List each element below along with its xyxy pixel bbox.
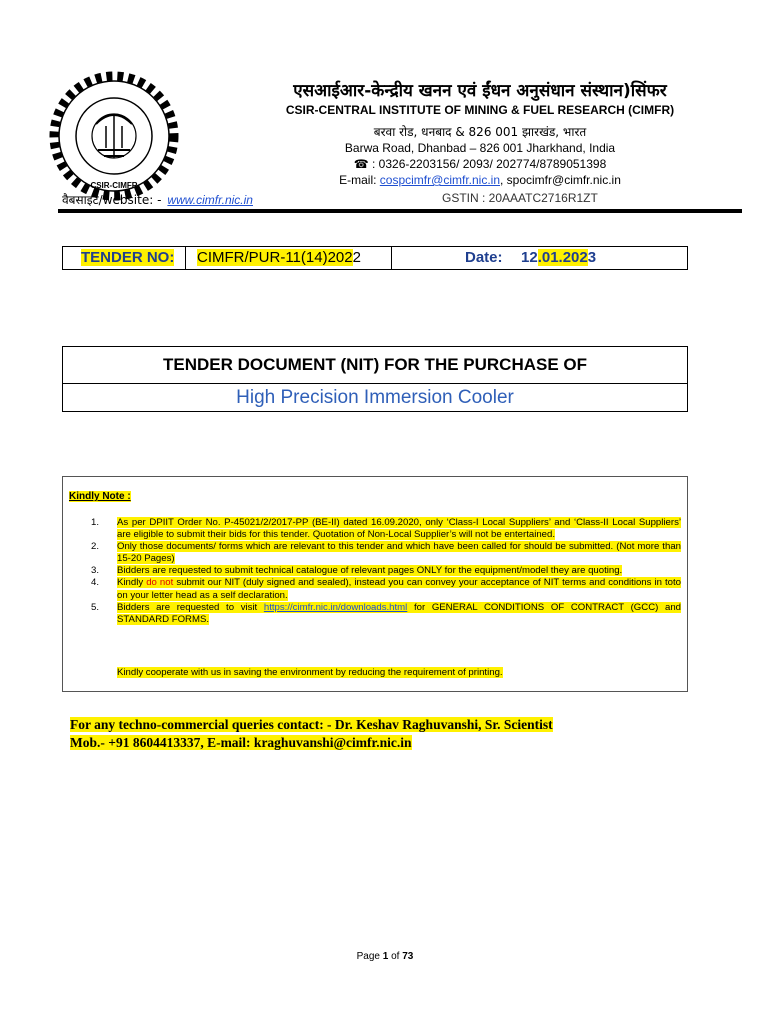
note-item: 3. Bidders are requested to submit technical catalogue of relevant pages ONLY for the equipment/model they are quoting. xyxy=(91,565,623,577)
tender-number-box xyxy=(62,246,688,270)
tender-number xyxy=(197,247,361,269)
note-item: 4. Kindly do not submit our NIT (duly signed and sealed), instead you can convey your acceptance of NIT terms and conditions in toto on your letter head as a self declaration. xyxy=(91,577,682,601)
address-hindi: बरवा रोड, धनबाद & 826 001 झारखंड, भारत xyxy=(373,125,587,139)
website-label: वैबसाइट/website: - xyxy=(62,193,162,207)
contact-line-1: For any techno-commercial queries contact: - Dr. Keshav Raghuvanshi, Sr. Scientist xyxy=(70,717,553,732)
contact-line-2: Mob.- +91 8604413337, E-mail: kraghuvanshi@cimfr.nic.in xyxy=(70,735,412,750)
phone-numbers: ☎ : 0326-2203156/ 2093/ 202774/8789051398 xyxy=(353,157,607,171)
note-item: 5. Bidders are requested to visit https://cimfr.nic.in/downloads.html for GENERAL CONDITIONS OF CONTRACT (GCC) and STANDARD FORMS. xyxy=(91,601,681,625)
tender-no-label: TENDER NO: xyxy=(81,249,175,266)
tender-number-highlighted: CIMFR/PUR-11(14)202 xyxy=(197,249,353,266)
contact-info xyxy=(70,716,553,752)
email-secondary: , spocimfr@cimfr.nic.in xyxy=(500,173,621,187)
email-line xyxy=(95,173,770,187)
document-heading: TENDER DOCUMENT (NIT) FOR THE PURCHASE OF xyxy=(63,347,687,384)
note-item: 2. Only those documents/ forms which are relevant to this tender and which have been called for should be submitted. (Not more than 15-20 Pages) xyxy=(91,541,681,565)
website-link[interactable]: www.cimfr.nic.in xyxy=(167,193,253,207)
note-list xyxy=(91,517,681,626)
website-row xyxy=(62,191,253,208)
tender-date: 12.01.2023 xyxy=(521,249,597,266)
email-link-primary[interactable]: cospcimfr@cimfr.nic.in xyxy=(379,173,500,187)
downloads-link[interactable]: https://cimfr.nic.in/downloads.html xyxy=(263,601,408,613)
tender-number-tail: 2 xyxy=(352,249,361,266)
logo-lettering: CSIR-CIMFR xyxy=(90,181,138,190)
page-number: Page 1 of 73 xyxy=(356,951,414,962)
cell-divider xyxy=(391,247,392,269)
header-divider xyxy=(58,209,742,213)
environment-note: Kindly cooperate with us in saving the environment by reducing the requirement of printing. xyxy=(117,667,503,678)
item-name: High Precision Immersion Cooler xyxy=(236,387,514,408)
institute-name-hindi: एसआईआर-केन्द्रीय खनन एवं ईंधन अनुसंधान संस्थान)सिंफर xyxy=(293,81,667,101)
tender-title-box xyxy=(62,346,688,412)
do-not-emphasis: do not xyxy=(146,577,174,589)
email-label: E-mail: xyxy=(339,173,380,187)
cell-divider xyxy=(185,247,186,269)
note-item: 1. As per DPIIT Order No. P-45021/2/2017-PP (BE-II) dated 16.09.2020, only ‘Class-I Local Suppliers’ and ‘Class-II Local Suppliers’ are eligible to submit their bids for this tender. Quotation of Non-Local Supplier’s will not be entertained. xyxy=(91,517,681,541)
gstin: GSTIN : 20AAATC2716R1ZT xyxy=(442,191,598,205)
kindly-note-box xyxy=(62,476,688,692)
note-heading: Kindly Note : xyxy=(69,491,131,502)
institute-name-english: CSIR-CENTRAL INSTITUTE OF MINING & FUEL RESEARCH (CIMFR) xyxy=(285,103,675,117)
address-english: Barwa Road, Dhanbad – 826 001 Jharkhand, India xyxy=(344,141,616,155)
date-label: Date: xyxy=(465,249,503,266)
